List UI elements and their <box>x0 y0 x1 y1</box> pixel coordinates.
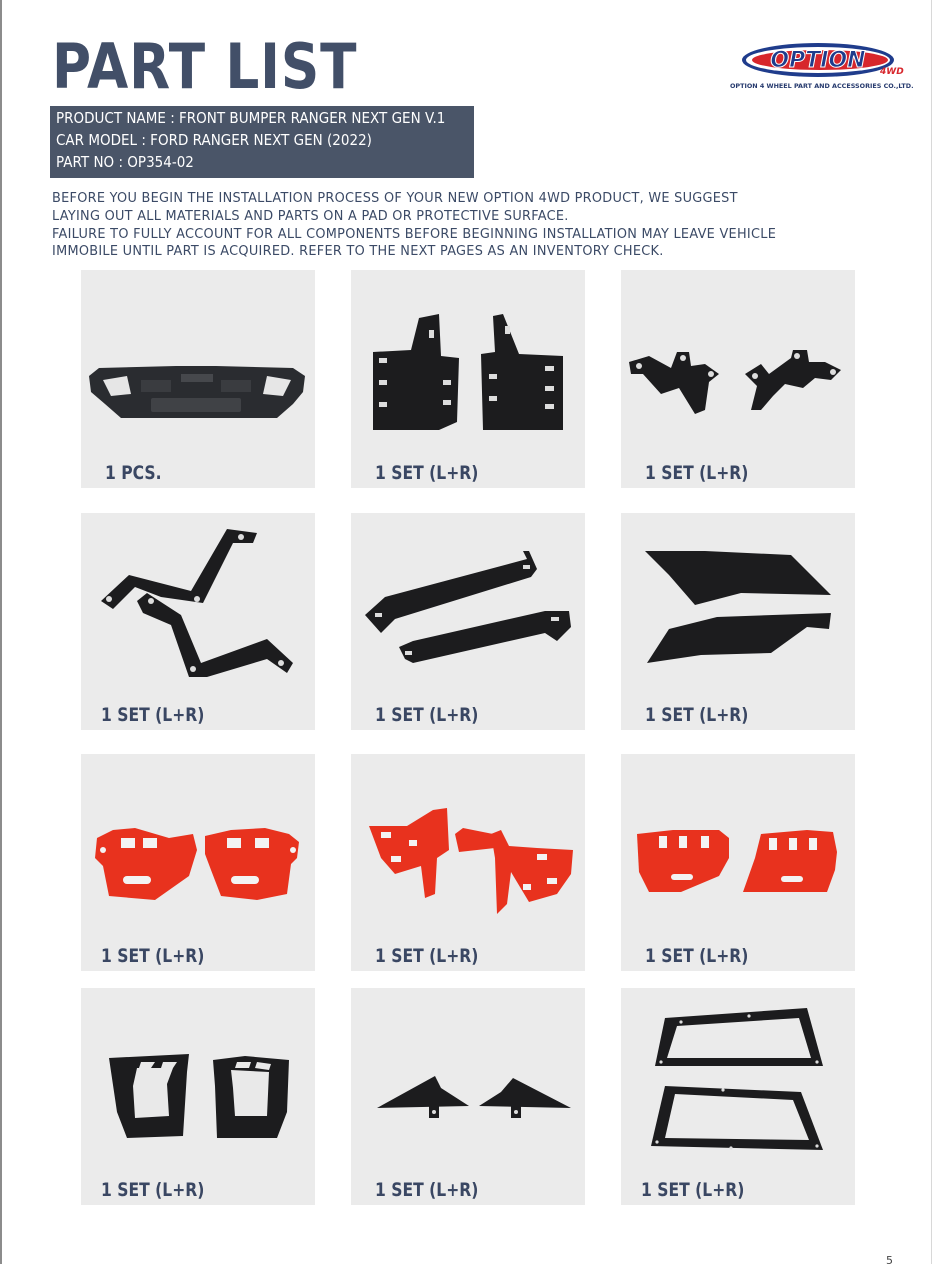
red-chassis-brackets-image <box>351 754 585 971</box>
part-quantity: 1 SET (L+R) <box>375 945 479 967</box>
part-card-red-lower-brackets <box>621 754 855 971</box>
part-quantity: 1 SET (L+R) <box>101 945 205 967</box>
part-quantity: 1 SET (L+R) <box>645 704 749 726</box>
product-name: PRODUCT NAME : FRONT BUMPER RANGER NEXT GEN V.1 <box>56 109 446 127</box>
intro-line: BEFORE YOU BEGIN THE INSTALLATION PROCESS OF YOUR NEW OPTION 4WD PRODUCT, WE SUGGEST <box>52 191 738 206</box>
triangle-plates-image <box>351 988 585 1205</box>
trim-frames-image <box>621 988 855 1205</box>
intro-text <box>52 190 872 261</box>
part-quantity: 1 SET (L+R) <box>641 1179 745 1201</box>
part-quantity: 1 SET (L+R) <box>375 462 479 484</box>
fog-light-housings-image <box>81 988 315 1205</box>
part-card-trim-frames <box>621 988 855 1205</box>
part-card-side-brackets <box>621 270 855 488</box>
logo-wordmark: OPTION <box>770 48 866 73</box>
red-corner-brackets-image <box>81 754 315 971</box>
product-info-box <box>50 106 474 178</box>
footer-contacts <box>84 1256 544 1266</box>
car-model: CAR MODEL : FORD RANGER NEXT GEN (2022) <box>56 131 372 149</box>
page-border <box>0 0 2 1264</box>
intro-line: LAYING OUT ALL MATERIALS AND PARTS ON A PAD OR PROTECTIVE SURFACE. <box>52 208 569 224</box>
page-number: 5 <box>886 1254 893 1267</box>
part-card-front-bumper <box>81 270 315 488</box>
part-quantity: 1 PCS. <box>105 462 162 484</box>
front-bumper-image <box>81 270 315 488</box>
part-quantity: 1 SET (L+R) <box>645 945 749 967</box>
page-title: PART LIST <box>52 30 358 103</box>
part-card-fog-light-housings <box>81 988 315 1205</box>
part-card-red-corner-brackets <box>81 754 315 971</box>
part-quantity: 1 SET (L+R) <box>101 1179 205 1201</box>
part-quantity: 1 SET (L+R) <box>375 704 479 726</box>
bent-support-arms-image <box>81 513 315 730</box>
part-card-bent-support-arms <box>81 513 315 730</box>
part-quantity: 1 SET (L+R) <box>375 1179 479 1201</box>
red-lower-brackets-image <box>621 754 855 971</box>
part-card-mounting-brackets <box>351 270 585 488</box>
part-card-triangle-plates <box>351 988 585 1205</box>
part-card-skid-panels <box>621 513 855 730</box>
part-quantity: 1 SET (L+R) <box>101 704 205 726</box>
skid-panels-image <box>621 513 855 730</box>
part-card-red-chassis-brackets <box>351 754 585 971</box>
long-support-bars-image <box>351 513 585 730</box>
intro-line: IMMOBILE UNTIL PART IS ACQUIRED. REFER TO THE NEXT PAGES AS AN INVENTORY CHECK. <box>52 244 664 260</box>
logo-caption: OPTION 4 WHEEL PART AND ACCESSORIES CO.,LTD. <box>730 82 914 90</box>
logo-badge: 4WD <box>880 67 904 77</box>
part-number: PART NO : OP354-02 <box>56 153 194 171</box>
side-brackets-image <box>621 270 855 488</box>
part-quantity: 1 SET (L+R) <box>645 462 749 484</box>
mounting-brackets-image <box>351 270 585 488</box>
intro-line: FAILURE TO FULLY ACCOUNT FOR ALL COMPONENTS BEFORE BEGINNING INSTALLATION MAY LEAVE VEHICLE <box>52 226 777 242</box>
part-card-long-support-bars <box>351 513 585 730</box>
